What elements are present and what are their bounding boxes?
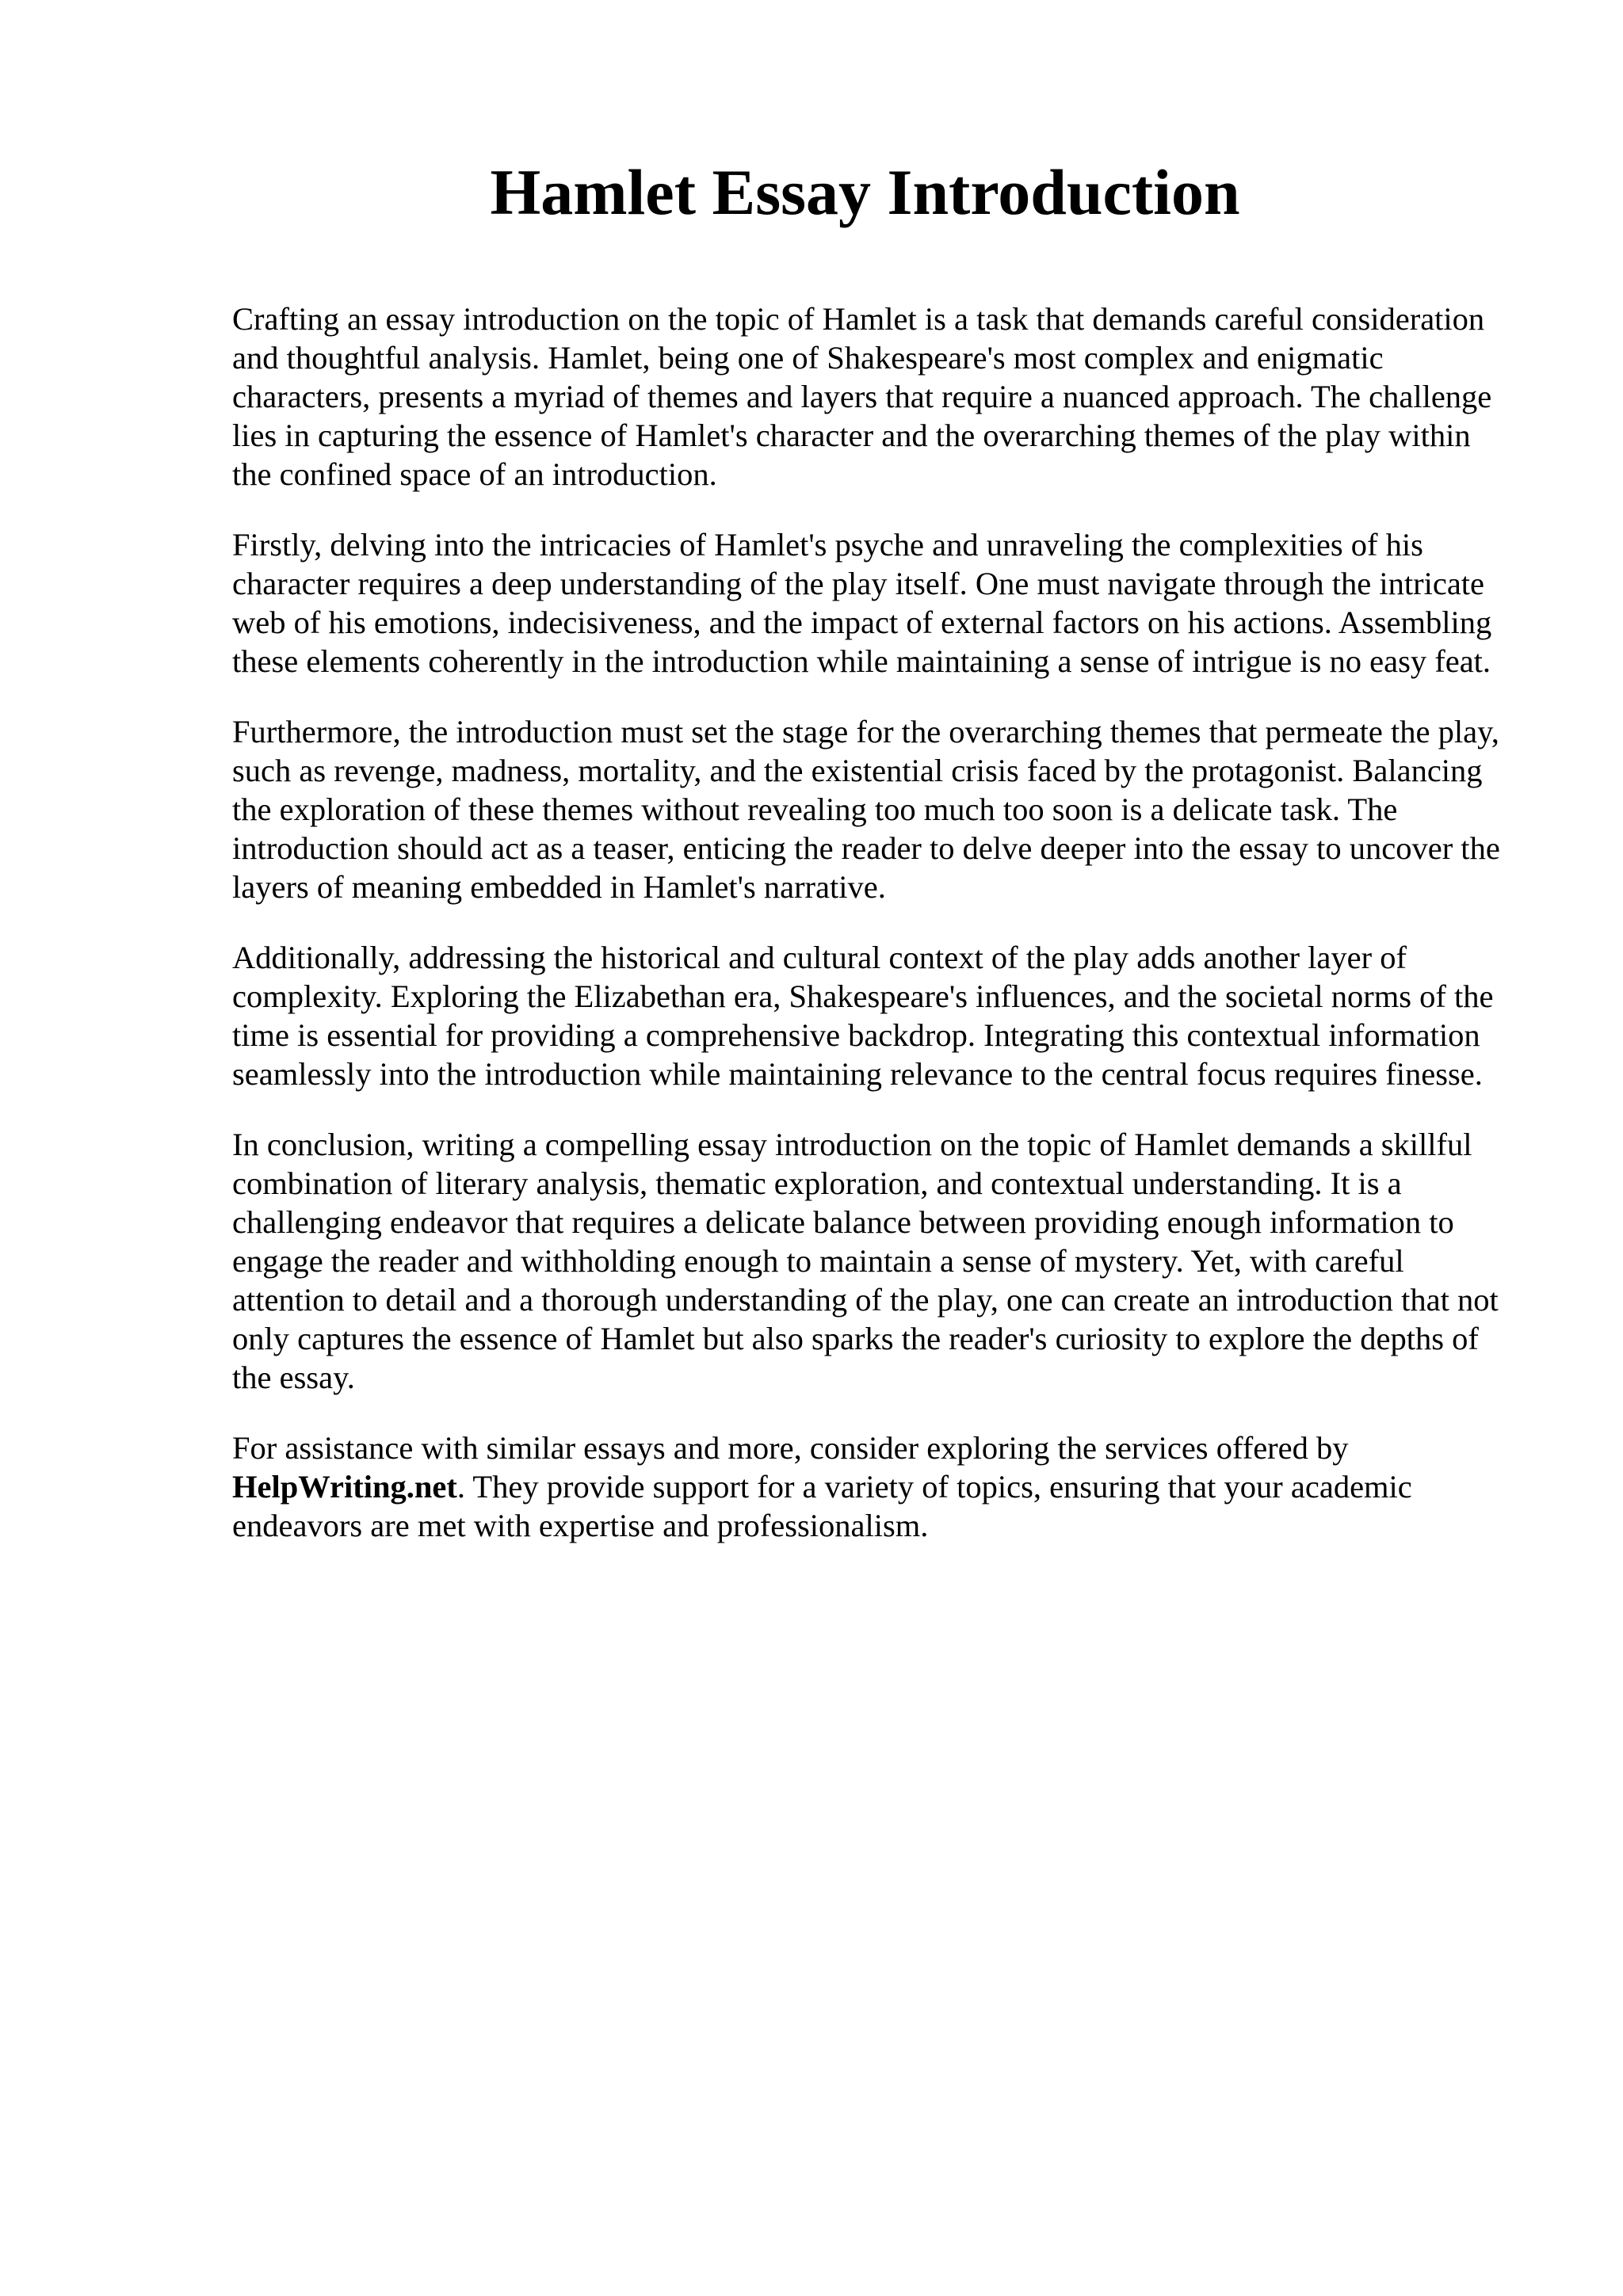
paragraph-5: In conclusion, writing a compelling essay introduction on the topic of Hamlet demands a skillful combination of literary analysis, thematic exploration, and contextual understanding. It is a challenging endeavor that requires a delicate balance between providing enough information to engage the reader and withholding enough to maintain a sense of mystery. Yet, with careful attention to detail and a thorough understanding of the play, one can create an introduction that not only captures the essence of Hamlet but also sparks the reader's curiosity to explore the depths of the essay. — [232, 1127, 1499, 1395]
document-title: Hamlet Essay Introduction — [490, 156, 1240, 228]
document-body — [232, 299, 1516, 1577]
paragraph-3: Furthermore, the introduction must set the stage for the overarching themes that permeate the play, such as revenge, madness, mortality, and the existential crisis faced by the protagonist. Balancing the exploration of these themes without revealing too much too soon is a delicate task. The introduction should act as a teaser, enticing the reader to delve deeper into the essay to uncover the layers of meaning embedded in Hamlet's narrative. — [232, 714, 1500, 905]
closing-text-after: . They provide support for a variety of topics, ensuring that your academic endeavors are met with expertise and professionalism. — [232, 1469, 1412, 1543]
paragraph-4: Additionally, addressing the historical and cultural context of the play adds another layer of complexity. Exploring the Elizabethan era, Shakespeare's influences, and the societal norms of the time is essential for providing a comprehensive backdrop. Integrating this contextual information seamlessly into the introduction while maintaining relevance to the central focus requires finesse. — [232, 940, 1494, 1092]
helpwriting-link[interactable]: HelpWriting.net — [232, 1469, 457, 1505]
paragraph-1: Crafting an essay introduction on the topic of Hamlet is a task that demands careful consideration and thoughtful analysis. Hamlet, being one of Shakespeare's most complex and enigmatic characters, presents a myriad of themes and layers that require a nuanced approach. The challenge lies in capturing the essence of Hamlet's character and the overarching themes of the play within the confined space of an introduction. — [232, 301, 1492, 492]
paragraph-2: Firstly, delving into the intricacies of Hamlet's psyche and unraveling the complexities of his character requires a deep understanding of the play itself. One must navigate through the intricate web of his emotions, indecisiveness, and the impact of external factors on his actions. Assembling these elements coherently in the introduction while maintaining a sense of intrigue is no easy feat. — [232, 527, 1492, 679]
closing-paragraph — [232, 1428, 1516, 1545]
closing-text-before: For assistance with similar essays and more, consider exploring the services offered by — [232, 1430, 1349, 1466]
